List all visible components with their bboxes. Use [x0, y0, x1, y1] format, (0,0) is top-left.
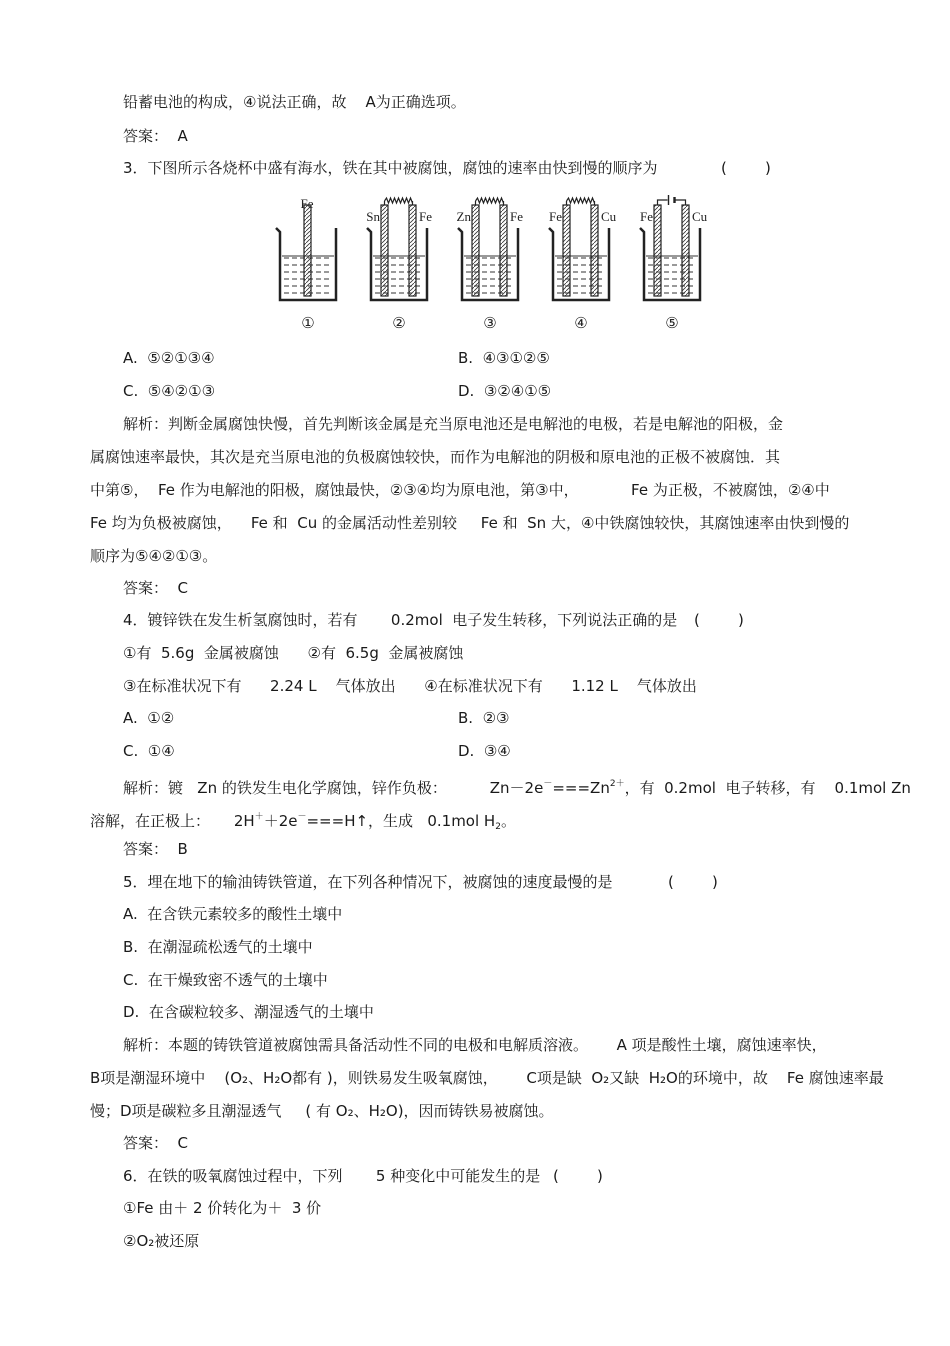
- text-run: ，有 0.2mol 电子转移，有 0.1mol Zn: [624, 779, 911, 797]
- question-3: 3．下图所示各烧杯中盛有海水，铁在其中被腐蚀，腐蚀的速率由快到慢的顺序为: [123, 159, 658, 177]
- superscript: 2＋: [609, 779, 625, 789]
- beaker-outline: [549, 228, 609, 300]
- question-5: 5．埋在地下的输油铸铁管道，在下列各种情况下，被腐蚀的速度最慢的是: [123, 873, 613, 891]
- text-run: ===Zn: [552, 779, 610, 797]
- text-line: 铅蓄电池的构成，④说法正确，故 A为正确选项。: [123, 93, 466, 111]
- electrode: [591, 205, 598, 296]
- answer-line: 答案： C: [123, 579, 189, 597]
- option-c: C. ①④: [123, 742, 175, 760]
- electrode: [409, 205, 416, 296]
- beakers-figure: [270, 195, 710, 335]
- text-run: ===H↑，生成 0.1mol H: [306, 812, 496, 830]
- answer-paren: ( ): [668, 873, 718, 891]
- question-4: 4．镀锌铁在发生析氢腐蚀时，若有 0.2mol 电子发生转移，下列说法正确的是: [123, 611, 678, 629]
- electrode: [500, 205, 507, 296]
- wire-resistor: [567, 198, 595, 203]
- wire-resistor: [385, 198, 413, 203]
- option-b: B. 在潮湿疏松透气的土壤中: [123, 938, 313, 956]
- answer-paren: ( ): [553, 1167, 603, 1185]
- wire: [676, 200, 686, 205]
- text-run: 溶解，在正极上： 2H: [90, 812, 255, 830]
- explanation-line: [90, 807, 516, 837]
- electrode: [304, 205, 311, 296]
- text-run: 解析：镀 Zn 的铁发生电化学腐蚀，锌作负极： Zn－2e: [123, 779, 544, 797]
- electrode-label: Fe: [549, 209, 562, 224]
- beaker-label: ②: [392, 314, 406, 332]
- electrode-label: Fe: [300, 196, 314, 211]
- statement-line: ①有 5.6g 金属被腐蚀 ②有 6.5g 金属被腐蚀: [123, 644, 464, 662]
- beaker-outline: [640, 228, 700, 300]
- answer-line: 答案： C: [123, 1134, 189, 1152]
- explanation-line: 慢；D项是碳粒多且潮湿透气 ( 有 O₂、H₂O)，因而铸铁易被腐蚀。: [90, 1102, 554, 1120]
- statement-line: ②O₂被还原: [123, 1232, 200, 1250]
- superscript: ＋: [254, 812, 264, 822]
- explanation-line: 顺序为⑤④②①③。: [90, 547, 218, 565]
- electrode-label: Cu: [692, 209, 708, 224]
- beaker-label: ④: [574, 314, 588, 332]
- question-6: 6．在铁的吸氧腐蚀过程中，下列 5 种变化中可能发生的是: [123, 1167, 541, 1185]
- option-c: C. 在干燥致密不透气的土壤中: [123, 971, 328, 989]
- electrode-label: Fe: [419, 209, 432, 224]
- option-d: D. ③②④①⑤: [458, 382, 552, 400]
- option-d: D. 在含碳粒较多、潮湿透气的土壤中: [123, 1003, 374, 1021]
- electrode: [381, 205, 388, 296]
- superscript: －: [297, 812, 307, 822]
- subscript: 2: [495, 822, 501, 832]
- statement-line: ①Fe 由＋ 2 价转化为＋ 3 价: [123, 1199, 322, 1217]
- beaker-outline: [367, 228, 427, 300]
- statement-line: ③在标准状况下有 2.24 L 气体放出 ④在标准状况下有 1.12 L 气体放出: [123, 677, 697, 695]
- wire-resistor: [476, 198, 504, 203]
- beaker-label: ⑤: [665, 314, 679, 332]
- superscript: －: [543, 779, 553, 789]
- answer-paren: ( ): [721, 159, 771, 177]
- electrode: [682, 205, 689, 296]
- electrode-label: Sn: [366, 209, 380, 224]
- explanation-line: B项是潮湿环境中 (O₂、H₂O都有 )，则铁易发生吸氧腐蚀， C项是缺 O₂又缺 H₂O的环境中，故 Fe 腐蚀速率最: [90, 1069, 884, 1087]
- option-a: A. ①②: [123, 709, 175, 727]
- electrode: [472, 205, 479, 296]
- option-d: D. ③④: [458, 742, 511, 760]
- text-run: 。: [500, 812, 516, 830]
- option-a: A. 在含铁元素较多的酸性土壤中: [123, 905, 343, 923]
- explanation-line: 中第⑤， Fe 作为电解池的阳极，腐蚀最快，②③④均为原电池，第③中， Fe 为正极，不被腐蚀，②④中: [90, 481, 830, 499]
- explanation-line: Fe 均为负极被腐蚀， Fe 和 Cu 的金属活动性差别较 Fe 和 Sn 大，④中铁腐蚀较快，其腐蚀速率由快到慢的: [90, 514, 850, 532]
- option-b: B. ②③: [458, 709, 510, 727]
- electrode: [654, 205, 661, 296]
- explanation-line: 解析：判断金属腐蚀快慢，首先判断该金属是充当原电池还是电解池的电极，若是电解池的阳极，金: [123, 415, 784, 433]
- electrode-label: Fe: [510, 209, 523, 224]
- electrode-label: Cu: [601, 209, 617, 224]
- option-c: C. ⑤④②①③: [123, 382, 216, 400]
- explanation-line: 属腐蚀速率最快，其次是充当原电池的负极腐蚀较快，而作为电解池的阴极和原电池的正极不被腐蚀．其: [90, 448, 781, 466]
- explanation-line: [123, 774, 911, 798]
- electrode-label: Fe: [640, 209, 653, 224]
- option-a: A. ⑤②①③④: [123, 349, 215, 367]
- beaker-label: ③: [483, 314, 497, 332]
- answer-line: 答案： A: [123, 127, 188, 145]
- text-run: ＋2e: [263, 812, 298, 830]
- electrode: [563, 205, 570, 296]
- option-b: B. ④③①②⑤: [458, 349, 550, 367]
- explanation-line: 解析：本题的铸铁管道被腐蚀需具备活动性不同的电极和电解质溶液。 A 项是酸性土壤，腐蚀速率快，: [123, 1036, 827, 1054]
- beaker-outline: [458, 228, 518, 300]
- beaker-label: ①: [301, 314, 315, 332]
- wire: [658, 200, 668, 205]
- answer-line: 答案： B: [123, 840, 188, 858]
- electrode-label: Zn: [456, 209, 471, 224]
- answer-paren: ( ): [694, 611, 744, 629]
